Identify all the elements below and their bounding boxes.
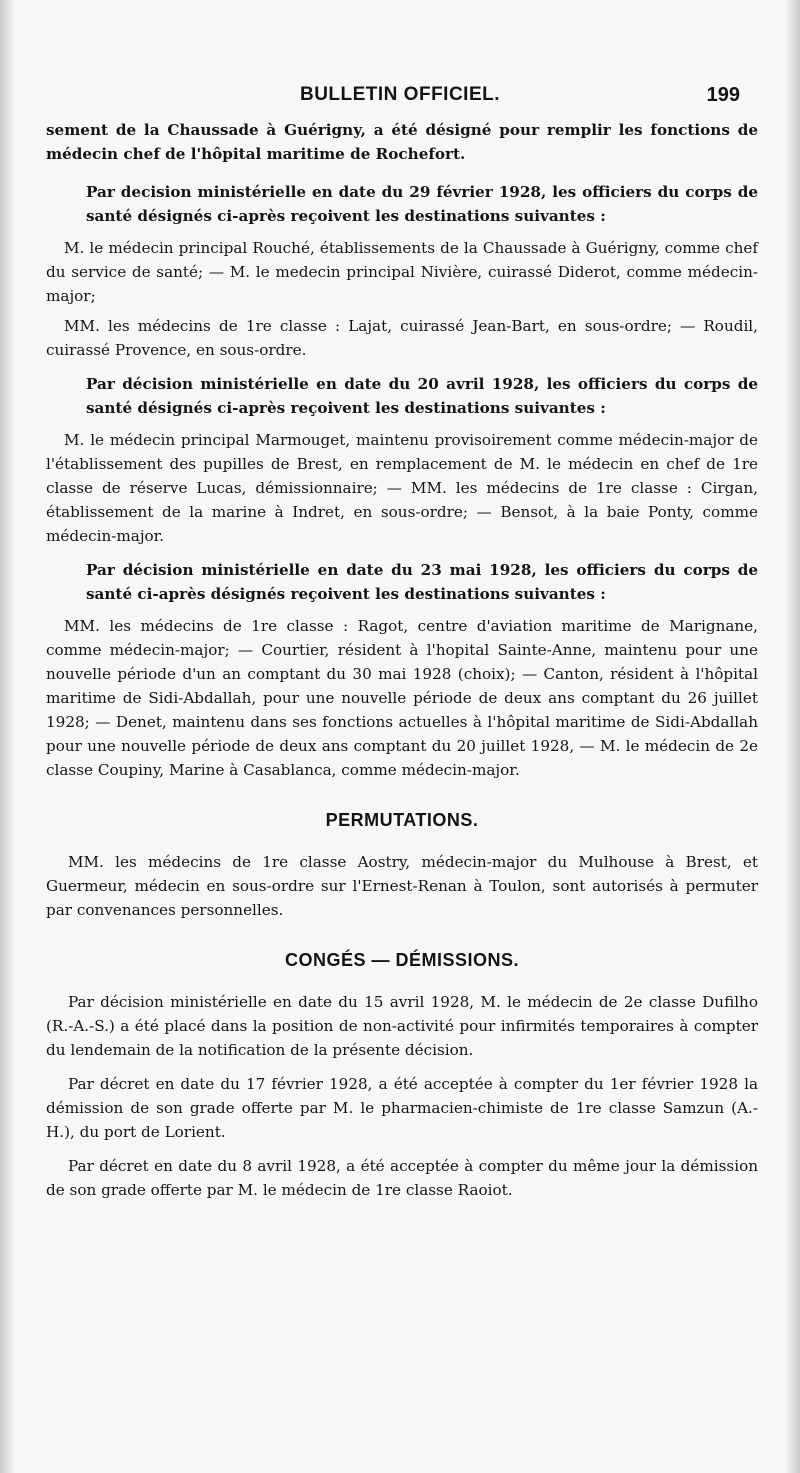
- decision-intro: Par décision ministérielle en date du 23 mai 1928, les officiers du corps de santé ci-après désignés reçoivent les destinations suivantes :: [86, 561, 758, 603]
- decision-block-2: [46, 372, 758, 548]
- decision-block-1: [46, 180, 758, 362]
- scan-edge-shadow-right: [784, 0, 800, 1473]
- conges-paragraph: Par décret en date du 17 février 1928, a été acceptée à compter du 1er février 1928 la démission de son grade offerte par M. le pharmacien-chimiste de 1re classe Samzun (A.-H.), du port de Lorient.: [46, 1075, 758, 1141]
- conges-heading: CONGÉS — DÉMISSIONS.: [284, 950, 520, 970]
- decision-intro: Par décision ministérielle en date du 20 avril 1928, les officiers du corps de santé désignés ci-après reçoivent les destinations suivantes :: [86, 375, 758, 417]
- decision-paragraph: MM. les médecins de 1re classe : Ragot, centre d'aviation maritime de Marignane, comme médecin-major; — Courtier, résident à l'hopital Sainte-Anne, maintenu pour une nouvelle période d'un an comptant du 30 mai 1928 (choix); — Canton, résident à l'hôpital maritime de Sidi-Abdallah, pour une nouvelle période de deux ans comptant du 26 juillet 1928; — Denet, maintenu dans ses fonctions actuelles à l'hôpital maritime de Sidi-Abdallah pour une nouvelle période de deux ans comptant du 20 juillet 1928, — M. le médecin de 2e classe Coupiny, Marine à Casablanca, comme médecin-major.: [46, 617, 758, 779]
- decision-paragraph: MM. les médecins de 1re classe : Lajat, cuirassé Jean-Bart, en sous-ordre; — Roudil, cuirassé Provence, en sous-ordre.: [46, 317, 758, 359]
- continuation-paragraph: sement de la Chaussade à Guérigny, a été désigné pour remplir les fonctions de médecin chef de l'hôpital maritime de Rochefort.: [46, 121, 758, 163]
- conges-section: [46, 948, 758, 1202]
- permutations-paragraph: MM. les médecins de 1re classe Aostry, médecin-major du Mulhouse à Brest, et Guermeur, médecin en sous-ordre sur l'Ernest-Renan à Toulon, sont autorisés à permuter par convenances personnelles.: [46, 853, 758, 919]
- decision-paragraph: M. le médecin principal Rouché, établissements de la Chaussade à Guérigny, comme chef du service de santé; — M. le medecin principal Nivière, cuirassé Diderot, comme médecin-major;: [46, 239, 758, 305]
- running-title: BULLETIN OFFICIEL.: [299, 84, 501, 105]
- conges-paragraph: Par décision ministérielle en date du 15 avril 1928, M. le médecin de 2e classe Dufilho (R.-A.-S.) a été placé dans la position de non-activité pour infirmités temporaires à compter du lendemain de la notification de la présente décision.: [46, 993, 758, 1059]
- permutations-heading: PERMUTATIONS.: [325, 810, 479, 830]
- decision-paragraph: M. le médecin principal Marmouget, maintenu provisoirement comme médecin-major de l'établissement des pupilles de Brest, en remplacement de M. le médecin en chef de 1re classe de réserve Lucas, démissionnaire; — MM. les médecins de 1re classe : Cirgan, établissement de la marine à Indret, en sous-ordre; — Bensot, à la baie Ponty, comme médecin-major.: [46, 431, 758, 545]
- running-head: [0, 84, 800, 114]
- conges-paragraph: Par décret en date du 8 avril 1928, a été acceptée à compter du même jour la démission de son grade offerte par M. le médecin de 1re classe Raoiot.: [46, 1157, 758, 1199]
- decision-block-3: [46, 558, 758, 782]
- permutations-section: [46, 808, 758, 922]
- page-number: 199: [706, 84, 740, 106]
- page-content: [46, 118, 758, 1212]
- decision-intro: Par decision ministérielle en date du 29 février 1928, les officiers du corps de santé désignés ci-après reçoivent les destinations suivantes :: [86, 183, 758, 225]
- scan-edge-shadow-left: [0, 0, 16, 1473]
